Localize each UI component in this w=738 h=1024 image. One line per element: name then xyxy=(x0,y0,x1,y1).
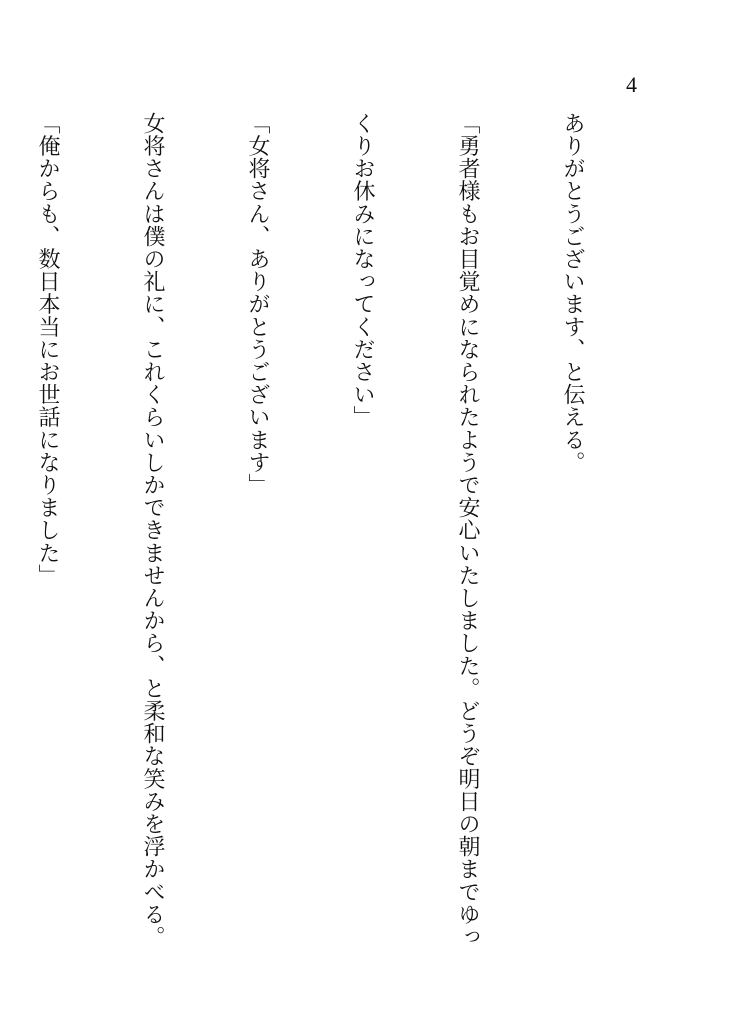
text-line: ありがとうございます、と伝える。 xyxy=(560,112,585,474)
text-line: 「俺からも、数日本当にお世話になりました」 xyxy=(35,112,60,587)
text-line: 女将さんは僕の礼に、これくらいしかできませんから、と柔和な笑みを浮かべる。 xyxy=(140,112,165,949)
body-text xyxy=(0,112,660,949)
page-number: 4 xyxy=(626,72,637,97)
text-line: 「女将さん、ありがとうございます」 xyxy=(245,112,270,497)
text-line: くりお休みになってください」 xyxy=(350,112,375,429)
text-line: 「勇者様もお目覚めになられたようで安心いたしました。どうぞ明日の朝までゆっ xyxy=(455,112,480,949)
